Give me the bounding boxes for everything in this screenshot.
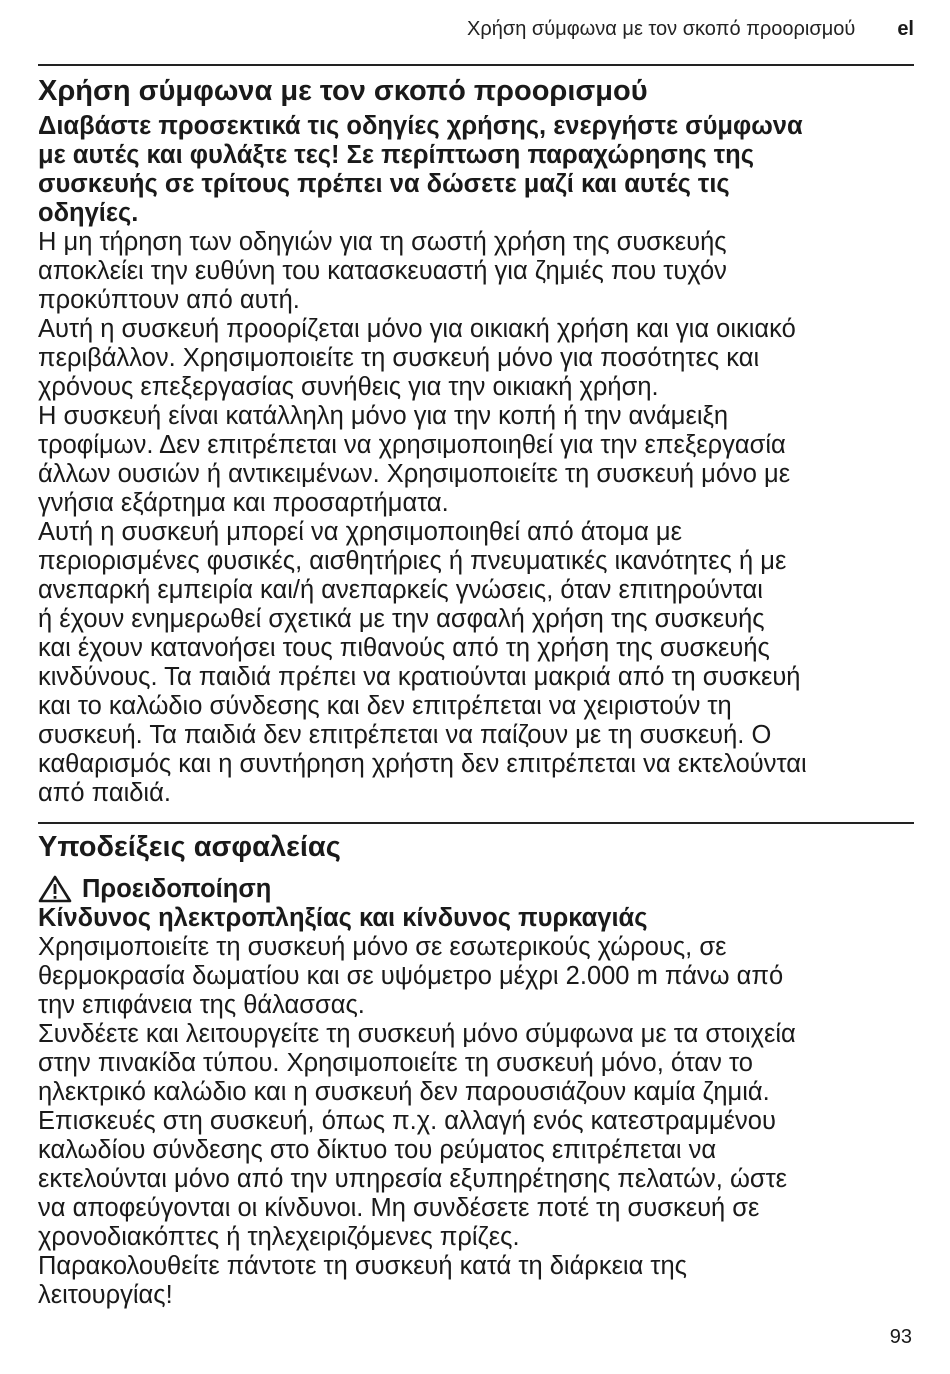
- language-code: el: [897, 17, 914, 40]
- body-line: Συνδέετε και λειτουργείτε τη συσκευή μόνο σύμφωνα με τα στοιχεία: [38, 1020, 796, 1048]
- body-line: Επισκευές στη συσκευή, όπως π.χ. αλλαγή ενός κατεστραμμένου: [38, 1107, 776, 1135]
- section-heading-intended-use: Χρήση σύμφωνα με τον σκοπό προορισμού: [38, 75, 648, 107]
- body-line: προκύπτουν από αυτή.: [38, 286, 300, 314]
- body-line: εκτελούνται μόνο από την υπηρεσία εξυπηρέτησης πελατών, ώστε: [38, 1165, 788, 1193]
- body-line: Αυτή η συσκευή μπορεί να χρησιμοποιηθεί από άτομα με: [38, 518, 682, 546]
- body-line: Η συσκευή είναι κατάλληλη μόνο για την κοπή ή την ανάμειξη: [38, 402, 729, 430]
- body-line: γνήσια εξάρτημα και προσαρτήματα.: [38, 489, 449, 517]
- intro-line: Διαβάστε προσεκτικά τις οδηγίες χρήσης, ενεργήστε σύμφωνα: [38, 112, 803, 140]
- warning-subtitle: Κίνδυνος ηλεκτροπληξίας και κίνδυνος πυρκαγιάς: [38, 904, 648, 932]
- body-line: άλλων ουσιών ή αντικειμένων. Χρησιμοποιείτε τη συσκευή μόνο με: [38, 460, 791, 488]
- body-line: ανεπαρκή εμπειρία και/ή ανεπαρκείς γνώσεις, όταν επιτηρούνται: [38, 576, 763, 604]
- body-line: καθαρισμός και η συντήρηση χρήστη δεν επιτρέπεται να εκτελούνται: [38, 750, 807, 778]
- body-line: περιορισμένες φυσικές, αισθητήριες ή πνευματικές ικανότητες ή με: [38, 547, 787, 575]
- body-line: αποκλείει την ευθύνη του κατασκευαστή για ζημιές που τυχόν: [38, 257, 727, 285]
- warning-triangle-icon: [38, 875, 72, 903]
- body-line: και έχουν κατανοήσει τους πιθανούς από τη χρήση της συσκευής: [38, 634, 770, 662]
- body-line: Η μη τήρηση των οδηγιών για τη σωστή χρήση της συσκευής: [38, 228, 727, 256]
- running-header: [38, 14, 914, 44]
- body-line: συσκευή. Τα παιδιά δεν επιτρέπεται να παίζουν με τη συσκευή. Ο: [38, 721, 772, 749]
- body-line: θερμοκρασία δωματίου και σε υψόμετρο μέχρι 2.000 m πάνω από: [38, 962, 784, 990]
- intro-line: με αυτές και φυλάξτε τες! Σε περίπτωση παραχώρησης της: [38, 141, 755, 169]
- warning-heading: [38, 874, 271, 904]
- body-line: Χρησιμοποιείτε τη συσκευή μόνο σε εσωτερικούς χώρους, σε: [38, 933, 727, 961]
- body-line: περιβάλλον. Χρησιμοποιείτε τη συσκευή μόνο για ποσότητες και: [38, 344, 760, 372]
- body-line: χρονοδιακόπτες ή τηλεχειριζόμενες πρίζες.: [38, 1223, 520, 1251]
- body-line: από παιδιά.: [38, 779, 171, 807]
- body-line: την επιφάνεια της θάλασσας.: [38, 991, 365, 1019]
- warning-label: Προειδοποίηση: [82, 875, 272, 903]
- body-line: λειτουργίας!: [38, 1281, 173, 1309]
- body-line: ή έχουν ενημερωθεί σχετικά με την ασφαλή χρήση της συσκευής: [38, 605, 765, 633]
- intro-line: οδηγίες.: [38, 199, 139, 227]
- body-line: κινδύνους. Τα παιδιά πρέπει να κρατιούνται μακριά από τη συσκευή: [38, 663, 801, 691]
- section-heading-safety: Υποδείξεις ασφαλείας: [38, 831, 341, 863]
- intended-use-body: [38, 228, 914, 808]
- body-line: καλωδίου σύνδεσης στο δίκτυο του ρεύματος επιτρέπεται να: [38, 1136, 717, 1164]
- intro-paragraph: [38, 112, 914, 228]
- body-line: στην πινακίδα τύπου. Χρησιμοποιείτε τη συσκευή μόνο, όταν το: [38, 1049, 753, 1077]
- body-line: τροφίμων. Δεν επιτρέπεται να χρησιμοποιηθεί για την επεξεργασία: [38, 431, 786, 459]
- body-line: Αυτή η συσκευή προορίζεται μόνο για οικιακή χρήση και για οικιακό: [38, 315, 796, 343]
- page-number: 93: [889, 1326, 912, 1348]
- running-header-title: Χρήση σύμφωνα με τον σκοπό προορισμού: [467, 17, 856, 40]
- body-line: και το καλώδιο σύνδεσης και δεν επιτρέπεται να χειριστούν τη: [38, 692, 732, 720]
- body-line: να αποφεύγονται οι κίνδυνοι. Μη συνδέσετε ποτέ τη συσκευή σε: [38, 1194, 760, 1222]
- section-divider: [38, 64, 914, 66]
- body-line: ηλεκτρικό καλώδιο και η συσκευή δεν παρουσιάζουν καμία ζημιά.: [38, 1078, 770, 1106]
- intro-line: συσκευής σε τρίτους πρέπει να δώσετε μαζί και αυτές τις: [38, 170, 730, 198]
- safety-body: [38, 933, 914, 1310]
- body-line: Παρακολουθείτε πάντοτε τη συσκευή κατά τη διάρκεια της: [38, 1252, 687, 1280]
- section-divider: [38, 822, 914, 824]
- body-line: χρόνους επεξεργασίας συνήθεις για την οικιακή χρήση.: [38, 373, 659, 401]
